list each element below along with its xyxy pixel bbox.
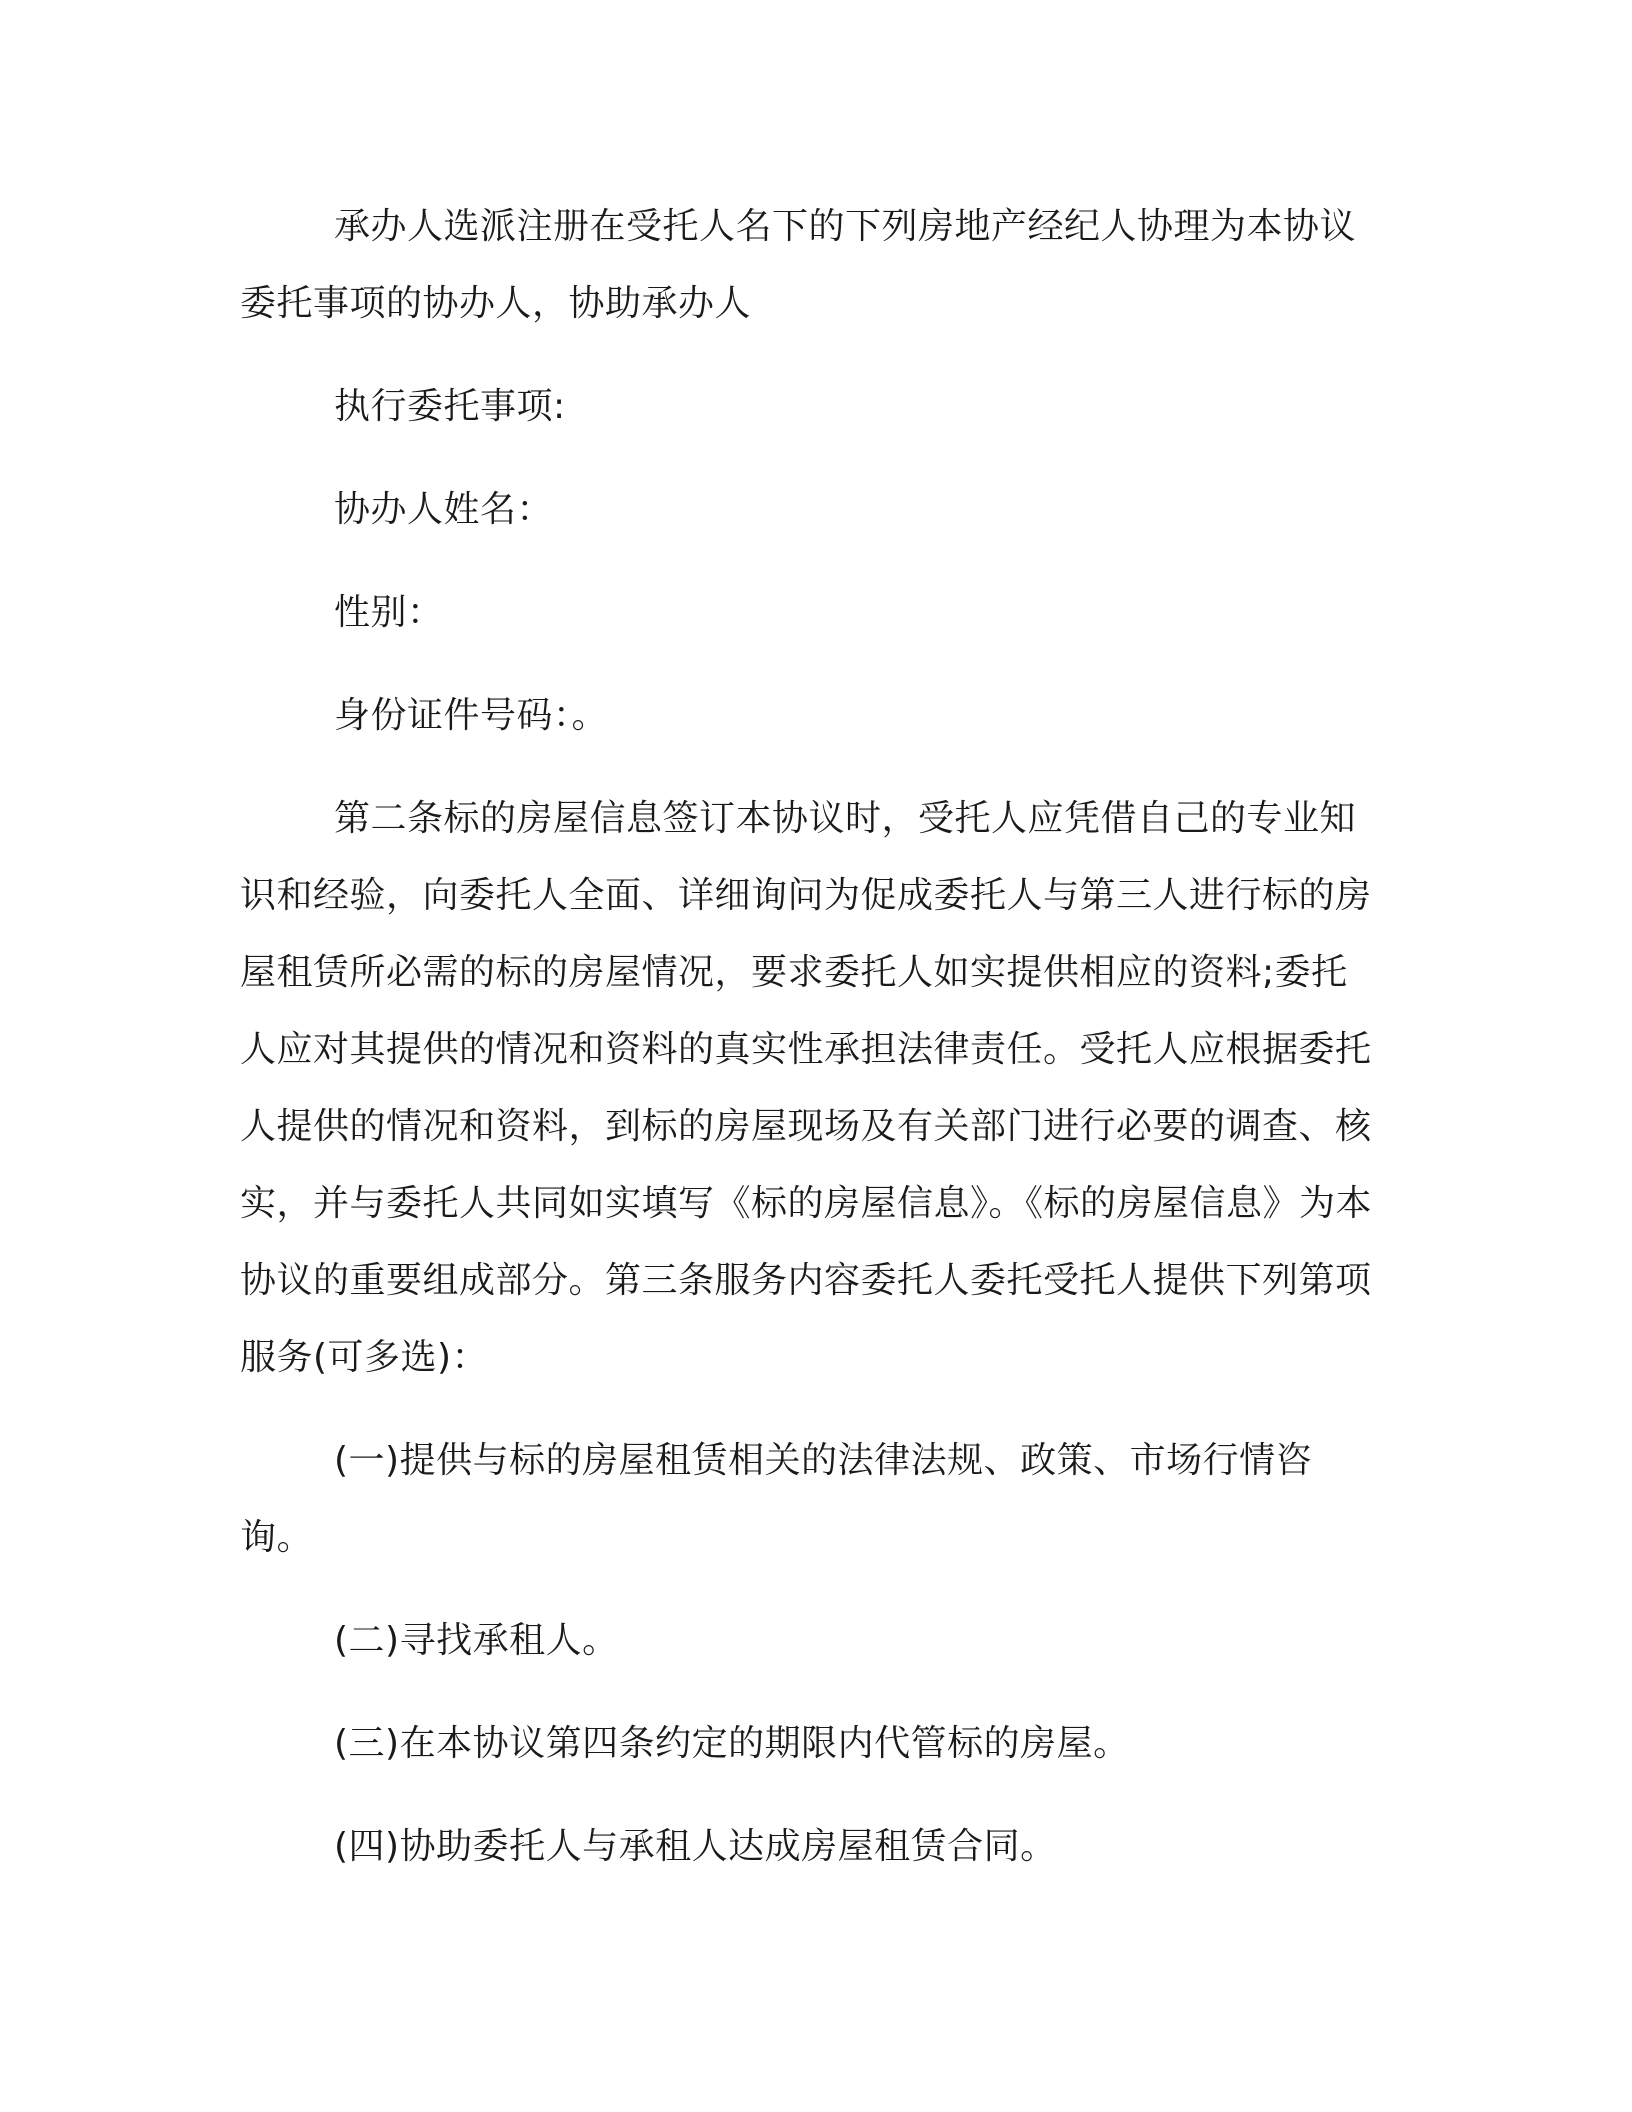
service-item-1: (一)提供与标的房屋租赁相关的法律法规、政策、市场行情咨询。 (240, 1440, 1313, 1558)
paragraph-article-2-3: 第二条标的房屋信息签订本协议时，受托人应凭借自己的专业知识和经验，向委托人全面、详细询问为促成委托人与第三人进行标的房屋租赁所必需的标的房屋情况，要求委托人如实提供相应的资料;委托人应对其提供的情况和资料的真实性承担法律责任。受托人应根据委托人提供的情况和资料，到标的房屋现场及有关部门进行必要的调查、核实，并与委托人共同如实填写《标的房屋信息》。《标的房屋信息》为本协议的重要组成部分。第三条服务内容委托人委托受托人提供下列第项服务(可多选)： (240, 798, 1373, 1378)
paragraph-agent-assistant: 承办人选派注册在受托人名下的下列房地产经纪人协理为本协议委托事项的协办人，协助承办人 (240, 206, 1357, 324)
service-item-3: (三)在本协议第四条约定的期限内代管标的房屋。 (334, 1723, 1130, 1764)
paragraph-execute-matters: 执行委托事项: (334, 386, 566, 427)
field-assistant-name: 协办人姓名： (334, 489, 554, 530)
service-item-4: (四)协助委托人与承租人达成房屋租赁合同。 (334, 1826, 1057, 1867)
service-item-2: (二)寻找承租人。 (334, 1620, 619, 1661)
document-body (240, 188, 1380, 1885)
field-id-number: 身份证件号码：。 (334, 695, 609, 736)
field-gender: 性别： (334, 592, 444, 633)
